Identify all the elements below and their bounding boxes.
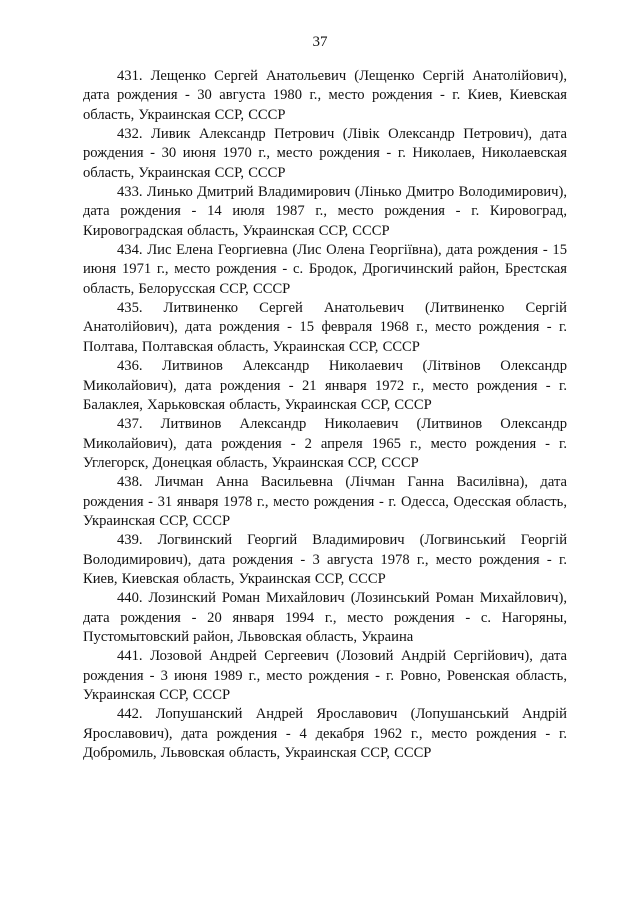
list-entry-440: 440. Лозинский Роман Михайлович (Лозинський Роман Михайлович), дата рождения - 20 января 1994 г., место рождения - с. Нагоряны, Пустомытовский район, Львовская область, Украина bbox=[83, 590, 567, 645]
list-entry-437: 437. Литвинов Александр Николаевич (Литвинов Олександр Миколайович), дата рождения - 2 апреля 1965 г., место рождения - г. Углегорск, Донецкая область, Украинская ССР, СССР bbox=[83, 416, 567, 471]
list-entry-442: 442. Лопушанский Андрей Ярославович (Лопушанський Андрій Ярославович), дата рождения - 4 декабря 1962 г., место рождения - г. Добромиль, Львовская область, Украинская ССР, СССР bbox=[83, 706, 567, 762]
list-entry-436: 436. Литвинов Александр Николаевич (Літвінов Олександр Миколайович), дата рождения - 21 января 1972 г., место рождения - г. Балаклея, Харьковская область, Украинская ССР, СССР bbox=[83, 358, 567, 413]
list-entry-438: 438. Личман Анна Васильевна (Лічман Ганна Василівна), дата рождения - 31 января 1978 г., место рождения - г. Одесса, Одесская область, Украинская ССР, СССР bbox=[83, 474, 567, 529]
page-number: 37 bbox=[312, 34, 328, 50]
list-entry-439: 439. Логвинский Георгий Владимирович (Логвинський Георгій Володимирович), дата рождения - 3 августа 1978 г., место рождения - г. Киев, Киевская область, Украинская ССР, СССР bbox=[83, 532, 567, 587]
entry-list bbox=[83, 67, 567, 763]
list-entry-435: 435. Литвиненко Сергей Анатольевич (Литвиненко Сергій Анатолійович), дата рождения - 15 февраля 1968 г., место рождения - г. Полтава, Полтавская область, Украинская ССР, СССР bbox=[83, 300, 567, 355]
list-entry-441: 441. Лозовой Андрей Сергеевич (Лозовий Андрій Сергійович), дата рождения - 3 июня 1989 г., место рождения - г. Ровно, Ровенская область, Украинская ССР, СССР bbox=[83, 648, 567, 703]
list-entry-431: 431. Лещенко Сергей Анатольевич (Лещенко Сергій Анатолійович), дата рождения - 30 августа 1980 г., место рождения - г. Киев, Киевская область, Украинская ССР, СССР bbox=[83, 68, 567, 123]
list-entry-432: 432. Ливик Александр Петрович (Лівік Олександр Петрович), дата рождения - 30 июня 1970 г., место рождения - г. Николаев, Николаевская область, Украинская ССР, СССР bbox=[83, 126, 567, 181]
list-entry-433: 433. Линько Дмитрий Владимирович (Лінько Дмитро Володимирович), дата рождения - 14 июля 1987 г., место рождения - г. Кировоград, Кировоградская область, Украинская ССР, СССР bbox=[83, 184, 567, 239]
list-entry-434: 434. Лис Елена Георгиевна (Лис Олена Георгіївна), дата рождения - 15 июня 1971 г., место рождения - с. Бродок, Дрогичинский район, Брестская область, Белорусская ССР, СССР bbox=[83, 242, 567, 297]
